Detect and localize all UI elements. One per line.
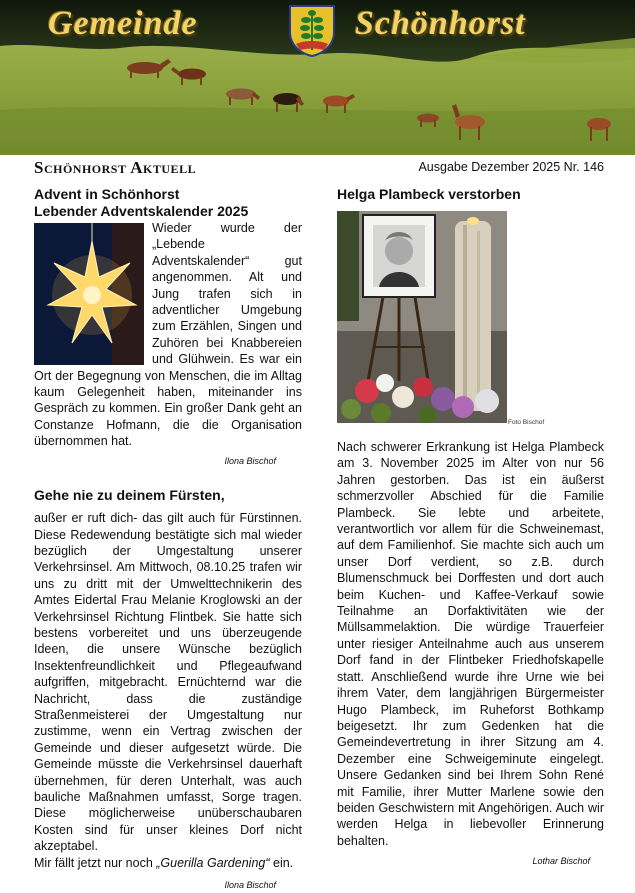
closing-quote: „Guerilla Gardening“ [156, 855, 270, 870]
memorial-photo [337, 211, 507, 423]
right-column [337, 186, 604, 870]
issue-info: Ausgabe Dezember 2025 Nr. 146 [418, 160, 604, 174]
article-helga [337, 186, 604, 870]
coat-of-arms-icon [284, 2, 340, 58]
banner-title-gemeinde: Gemeinde [48, 5, 198, 42]
newsletter-title: Schönhorst Aktuell [34, 158, 197, 177]
helga-body: Nach schwerer Erkrankung ist Helga Plambeck am 3. November 2025 im Alter von nur 56 Jahren gestorben. Das ist ein äußerst schmerzvoller Abschied für die Familie Plambeck. Sie lebte und arbeitete, verantwortlich vor allem für die Schweinemast, auf dem Familienhof. Sie machte sich auch um unser Dorf verdient, so z.B. durch Blumenschmuck bei Dorffesten und dort auch beim Kuchen- und Kaffee-Verkauf sowie Teilnahme an Dorfaktivitäten wie der Müllsammelaktion. Die würdige Trauerfeier unter riesiger Anteilnahme auch aus unserem Dorf fand in der Flintbeker Friedhofskapelle statt. Anschließend wurde ihre Urne wie bei ihrem Vater, dem langjährigen Bürgermeister Hugo Plambeck, im Ruheforst Bothkamp beigesetzt. Ihr zum Gedenken hat die Gemeindevertretung in ihrer Sitzung am 4. Dezember eine Schweigeminute eingelegt. Unsere Gedanken sind bei Ihrem Sohn René mit Familie, ihrer Mutter Marlene sowie den beiden Geschwistern mit Angehörigen. Auch wir werden Helga in liebevoller Erinnerung behalten. [337, 440, 604, 848]
advent-heading: Advent in Schönhorst [34, 186, 180, 202]
advent-author: Ilona Bischof [224, 455, 276, 466]
fuersten-closing [34, 855, 302, 871]
fuersten-body: außer er ruft dich- das gilt auch für Fürstinnen. Diese Redewendung bestätigte sich mal wieder bezüglich der Umgestaltung unserer Verkehrsinsel. Am Mittwoch, 08.10.25 trafen wir uns zu dritt mit der Umwelttechnikerin des Amtes Eidertal Frau Melanie Kroglowski an der Verkehrsinsel Richtung Flintbek. Sie hatte sich bestens vorbereitet und uns überzeugende Ideen, die unsere Wünsche bezüglich Insektenfreundlichkeit und Pflegeaufwand aufgriffen, mitgebracht. Ernüchternd war die Nachricht, dass die zuständige Straßenmeisterei der Umgestaltung nur zustimme, wenn ein Vertrag zwischen der Gemeinde und dieser aufgesetzt würde. Die Gemeinde müsste die Verkehrsinsel dauerhaft übernehmen, für deren Unterhalt, was auch bauliche Maßnahmen umfasst, Sorge tragen. Diese möglicherweise unüberschaubaren Kosten sind für unser kleines Dorf nicht akzeptabel. [34, 511, 302, 854]
left-column [34, 186, 302, 893]
fuersten-heading: Gehe nie zu deinem Fürsten, [34, 487, 225, 504]
photo-credit: Foto Bischof [508, 419, 545, 426]
advent-star-photo [34, 223, 144, 365]
fuersten-author: Ilona Bischof [224, 880, 276, 891]
helga-author: Lothar Bischof [532, 856, 590, 867]
article-advent [34, 186, 302, 469]
advent-body: Wieder wurde der „Lebende Adventskalender“ gut angenommen. Alt und Jung trafen sich in adventlicher Umgebung zum Erzählen, Singen und Zuhören bei Knabbereien und Glühwein. Es war ein Ort der Begegnung von Menschen, die im Alltag kaum Gelegenheit haben, miteinander ins Gespräch zu kommen. Ein großer Dank geht an Constanze Hofmann, die die Organisation übernommen hat. [34, 221, 302, 449]
article-fuersten [34, 487, 302, 893]
masthead [34, 158, 604, 178]
banner-title-schoenhorst: Schönhorst [355, 5, 526, 42]
helga-heading: Helga Plambeck verstorben [337, 186, 521, 202]
advent-subheading: Lebender Adventskalender 2025 [34, 203, 249, 219]
header-banner [0, 0, 635, 155]
closing-prefix: Mir fällt jetzt nur noch [34, 855, 157, 870]
closing-suffix: ein. [269, 855, 294, 870]
